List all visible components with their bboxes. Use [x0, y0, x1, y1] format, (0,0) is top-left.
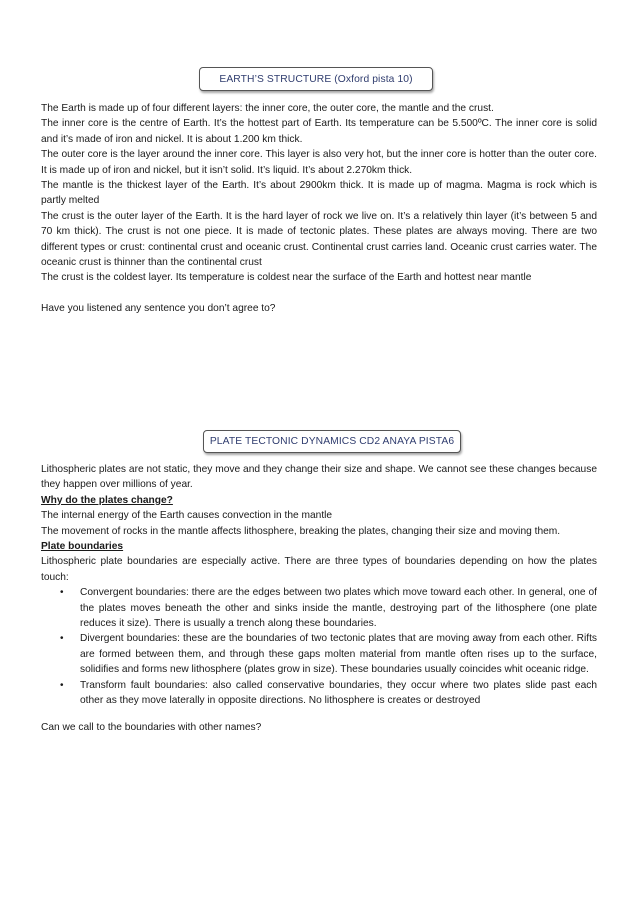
list-item [41, 585, 597, 631]
paragraph: The inner core is the centre of Earth. It’s the hottest part of Earth. Its temperature can be 5.500ºC. The inner core is solid and it’s made of iron and nickel. It is about 1.200 km thick. [41, 118, 597, 145]
section-title-plate-tectonic-dynamics: PLATE TECTONIC DYNAMICS CD2 ANAYA PISTA6 [203, 430, 461, 453]
paragraph: The crust is the outer layer of the Earth. It is the hard layer of rock we live on. It’s a relatively thin layer (it’s between 5 and 70 km thick). The crust is not one piece. It is made of tectonic plates. These plates are always moving. There are two different types or crust: continental crust and oceanic crust. Continental crust carries land. Oceanic crust carries water. The oceanic crust is thinner than the continental crust [41, 210, 597, 269]
heading-why-plates-change: Why do the plates change? [41, 494, 173, 506]
bullet-icon: • [60, 633, 64, 645]
list-item-text: Divergent boundaries: these are the boundaries of two tectonic plates that are moving away from each other. Rifts are formed between them, and through these gaps molten material from mantle often rises up to the surface, solidifies and forms new lithosphere (plates grow in size). These boundaries usually coincides whit oceanic ridge. [80, 633, 597, 676]
paragraph: The internal energy of the Earth causes convection in the mantle [41, 510, 333, 522]
paragraph: Lithospheric plate boundaries are especially active. There are three types of boundaries depending on how the plates touch: [41, 556, 597, 583]
list-item [41, 631, 597, 677]
question-1: Have you listened any sentence you don’t agree to? [41, 303, 276, 314]
paragraph: The Earth is made up of four different layers: the inner core, the outer core, the mantle and the crust. [41, 103, 494, 114]
list-item-text: Transform fault boundaries: also called conservative boundaries, they occur where two plates slide past each other as they move laterally in opposite directions. No lithosphere is creates or destroyed [80, 679, 597, 707]
paragraph: The outer core is the layer around the inner core. This layer is also very hot, but the inner core is hotter than the outer core. It is made up of iron and nickel, but it isn’t solid. It’s liquid. It’s about 2.270km thick. [41, 149, 597, 176]
earths-structure-text [41, 101, 597, 286]
plate-tectonics-text [41, 462, 597, 709]
paragraph: The mantle is the thickest layer of the Earth. It’s about 2900km thick. It is made up of magma. Magma is rock which is partly melted [41, 180, 597, 207]
paragraph: The movement of rocks in the mantle affects lithosphere, breaking the plates, changing their size and moving them. [41, 525, 561, 537]
boundaries-list [41, 585, 597, 708]
paragraph: Lithospheric plates are not static, they move and they change their size and shape. We cannot see these changes because they happen over millions of year. [41, 464, 597, 491]
section-title-earths-structure: EARTH’S STRUCTURE (Oxford pista 10) [199, 67, 433, 91]
list-item-text: Convergent boundaries: there are the edges between two plates which move toward each other. In general, one of the plates moves beneath the other and sinks inside the mantle, destroying part of the lithosphere (one plate reduces it size). There is usually a trench along these boundaries. [80, 587, 597, 630]
question-2: Can we call to the boundaries with other names? [41, 722, 262, 733]
heading-plate-boundaries: Plate boundaries [41, 541, 124, 553]
bullet-icon: • [60, 587, 64, 599]
bullet-icon: • [60, 679, 64, 691]
list-item [41, 678, 597, 709]
paragraph: The crust is the coldest layer. Its temperature is coldest near the surface of the Earth and hottest near mantle [41, 272, 532, 284]
